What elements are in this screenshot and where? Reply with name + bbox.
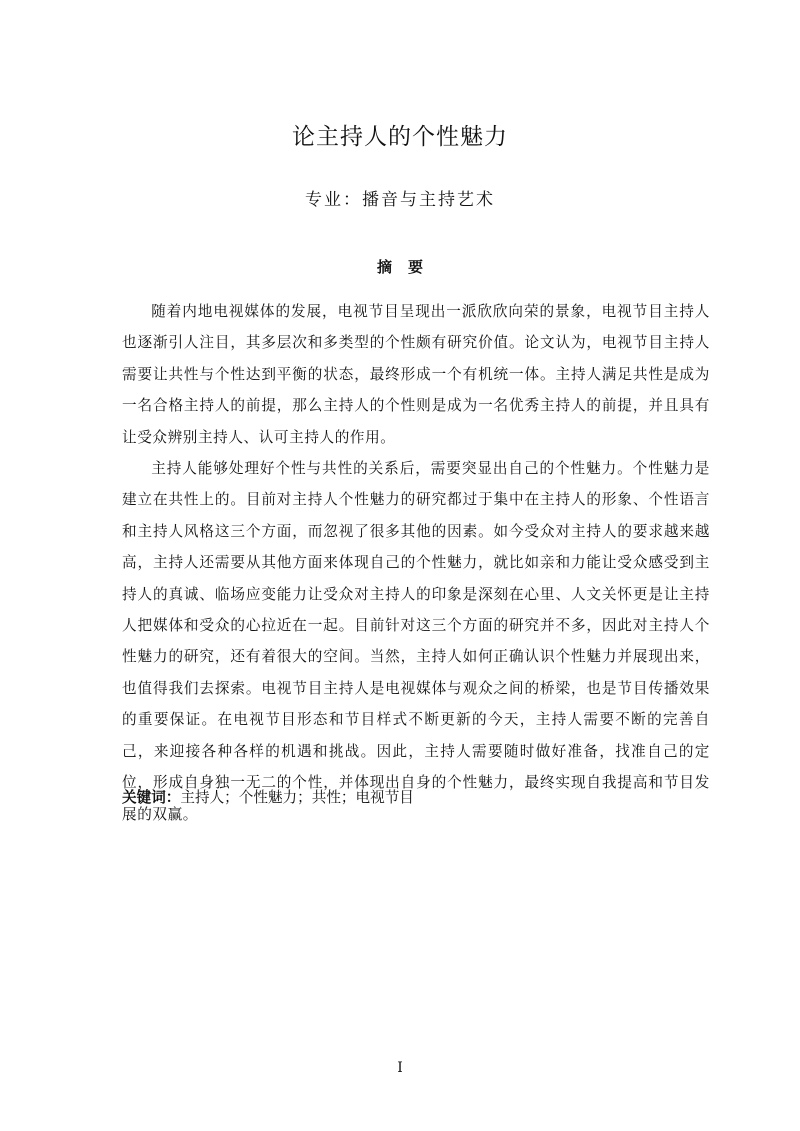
keywords-label: 关键词： bbox=[122, 789, 181, 806]
abstract-heading: 摘要 bbox=[376, 258, 439, 276]
major-line: 专业：播音与主持艺术 bbox=[305, 190, 495, 210]
abstract-paragraph-1: 随着内地电视媒体的发展，电视节目呈现出一派欣欣向荣的景象，电视节目主持人也逐渐引人注目，其多层次和多类型的个性颇有研究价值。论文认为，电视节目主持人需要让共性与个性达到平衡的状态，最终形成一个有机统一体。主持人满足共性是成为一名合格主持人的前提，那么主持人的个性则是成为一名优秀主持人的前提，并且具有让受众辨别主持人、认可主持人的作用。 bbox=[122, 303, 710, 446]
page-number: I bbox=[397, 1060, 403, 1076]
paper-title: 论主持人的个性魅力 bbox=[292, 124, 508, 150]
abstract-body bbox=[122, 296, 710, 830]
keywords-line bbox=[122, 784, 414, 812]
keywords-list: 主持人；个性魅力；共性；电视节目 bbox=[180, 789, 414, 806]
abstract-paragraph-2: 主持人能够处理好个性与共性的关系后，需要突显出自己的个性魅力。个性魅力是建立在共性上的。目前对主持人个性魅力的研究都过于集中在主持人的形象、个性语言和主持人风格这三个方面，而忽视了很多其他的因素。如今受众对主持人的要求越来越高，主持人还需要从其他方面来体现自己的个性魅力，就比如亲和力能让受众感受到主持人的真诚、临场应变能力让受众对主持人的印象是深刻在心里、人文关怀更是让主持人把媒体和受众的心拉近在一起。目前针对这三个方面的研究并不多，因此对主持人个性魅力的研究，还有着很大的空间。当然，主持人如何正确认识个性魅力并展现出来，也值得我们去探索。电视节目主持人是电视媒体与观众之间的桥梁，也是节目传播效果的重要保证。在电视节目形态和节目样式不断更新的今天，主持人需要不断的完善自己，来迎接各种各样的机遇和挑战。因此，主持人需要随时做好准备，找准自己的定位，形成自身独一无二的个性，并体现出自身的个性魅力，最终实现自我提高和节目发展的双赢。 bbox=[122, 460, 710, 823]
